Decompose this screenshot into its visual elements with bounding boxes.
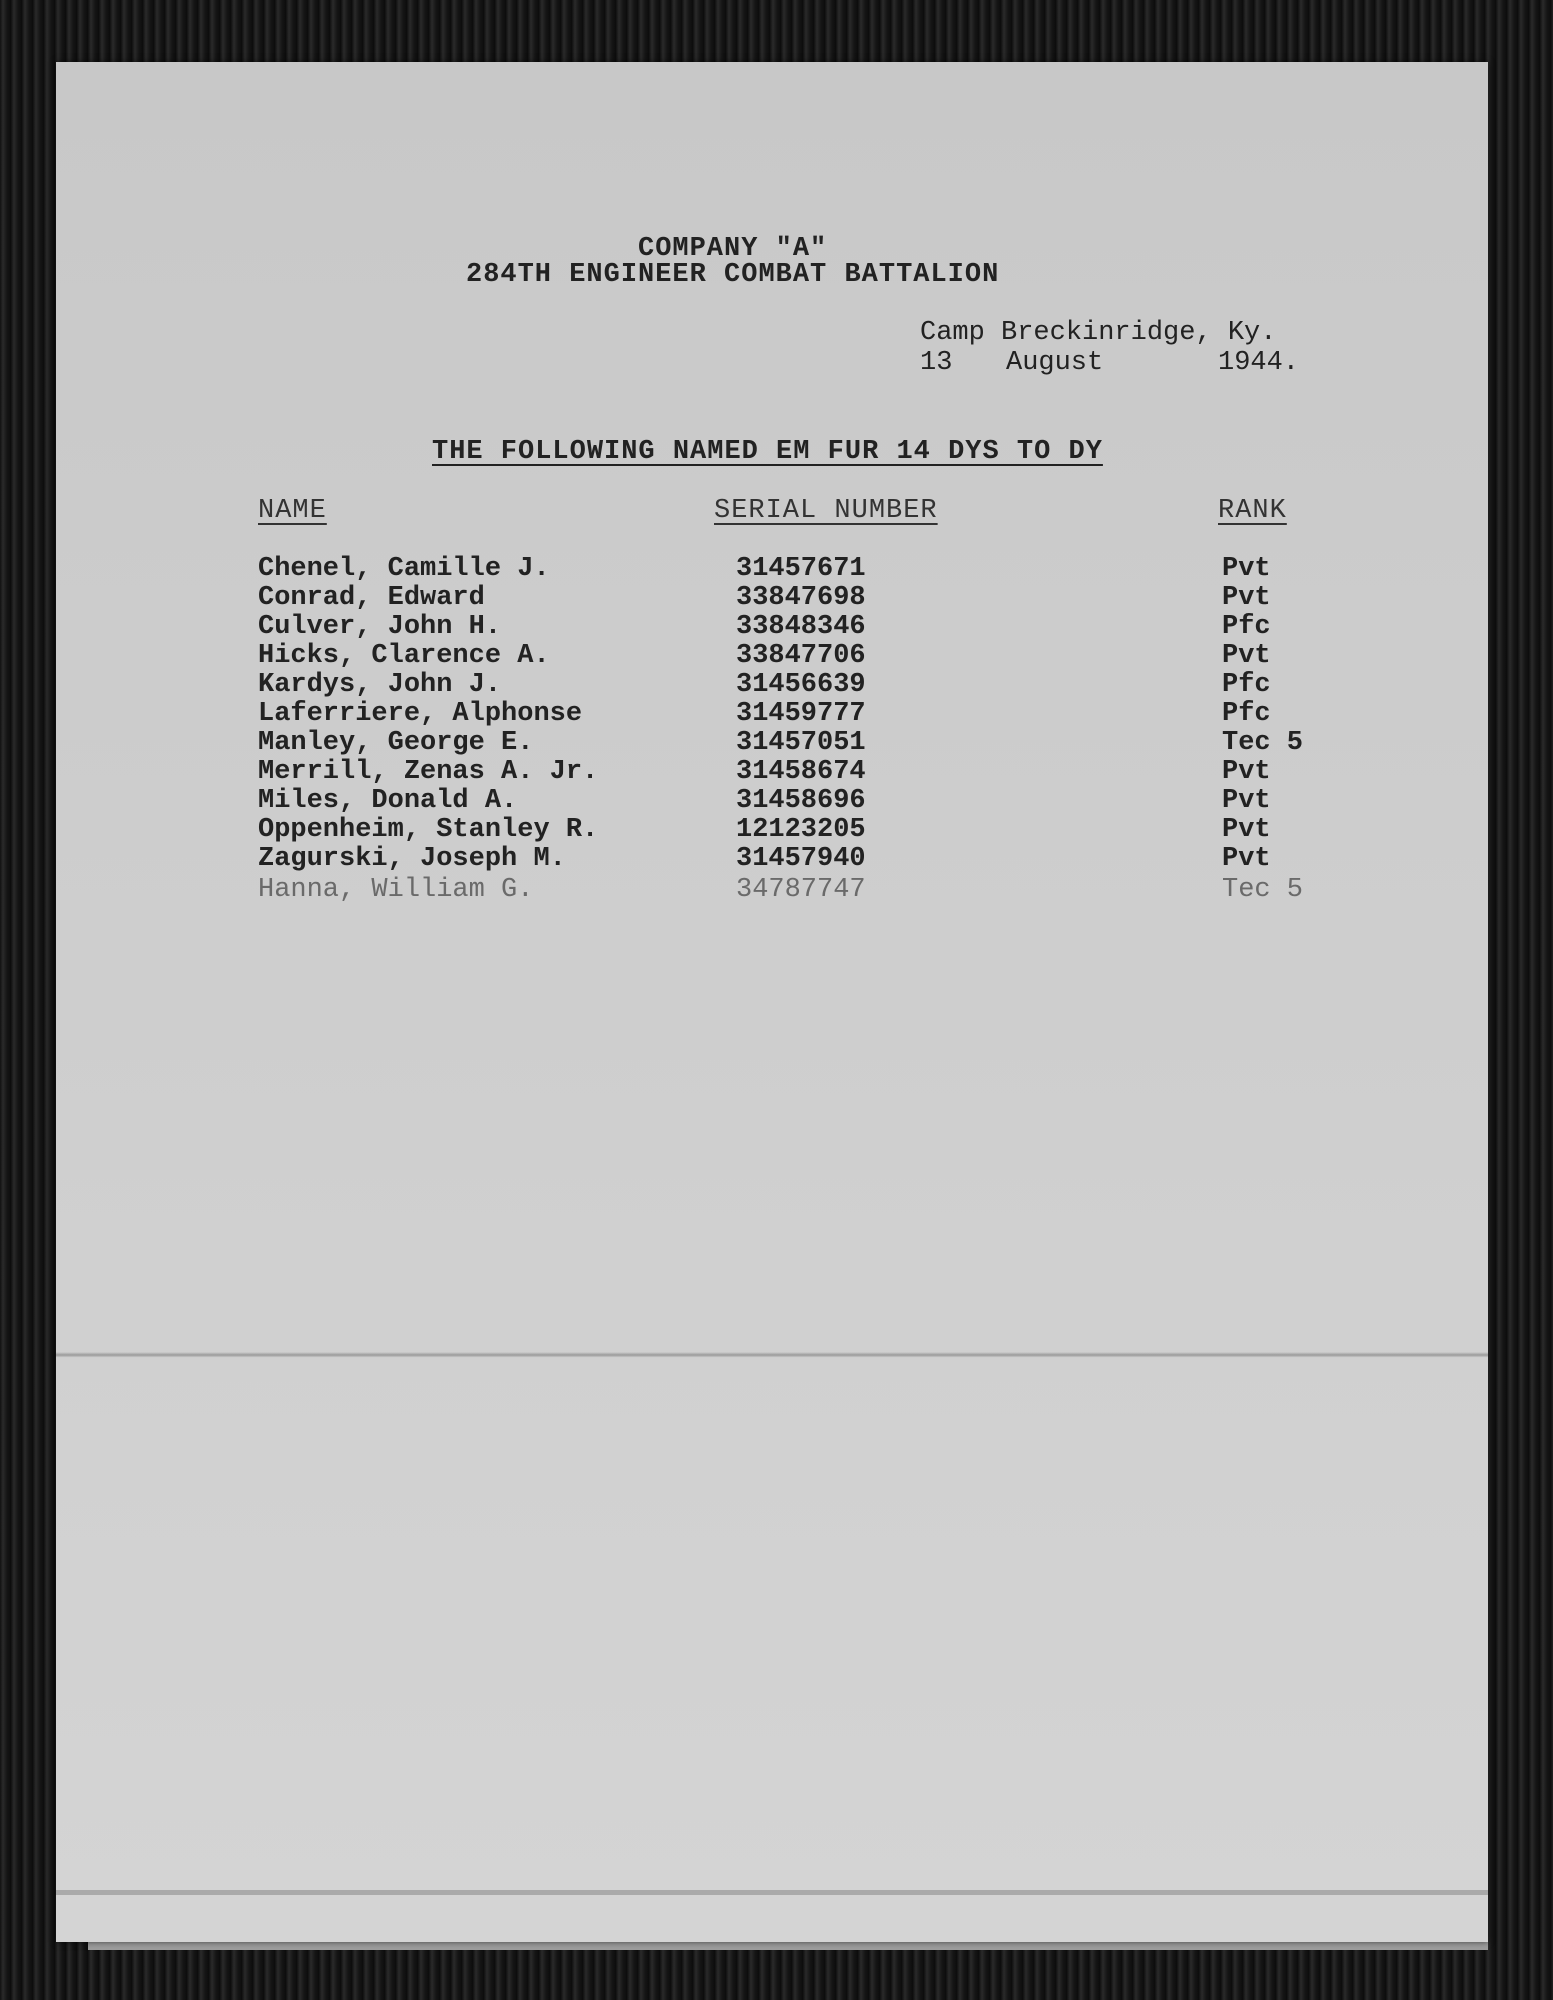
row-rank: Pvt (1222, 583, 1271, 613)
row-name: Conrad, Edward (258, 583, 485, 613)
row-name: Merrill, Zenas A. Jr. (258, 757, 599, 787)
row-rank: Tec 5 (1222, 875, 1304, 905)
row-serial: 33848346 (736, 612, 866, 642)
list-subtitle: THE FOLLOWING NAMED EM FUR 14 DYS TO DY (432, 437, 1103, 467)
row-name: Chenel, Camille J. (258, 554, 550, 584)
row-rank: Pvt (1222, 844, 1271, 874)
row-serial: 31457940 (736, 844, 866, 874)
row-rank: Tec 5 (1222, 728, 1304, 758)
column-header-name: NAME (258, 496, 327, 526)
list-item (0, 757, 1553, 786)
document-location: Camp Breckinridge, Ky. (920, 318, 1277, 348)
row-name: Laferriere, Alphonse (258, 699, 583, 729)
list-item (0, 554, 1553, 583)
list-item (0, 641, 1553, 670)
list-item (0, 875, 1553, 904)
row-rank: Pfc (1222, 670, 1271, 700)
row-serial: 34787747 (736, 875, 866, 905)
date-day: 13 (920, 348, 953, 378)
row-name: Kardys, John J. (258, 670, 502, 700)
date-year: 1944. (1218, 348, 1300, 378)
row-rank: Pvt (1222, 786, 1271, 816)
company-heading: COMPANY "A" (638, 234, 828, 264)
row-serial: 33847698 (736, 583, 866, 613)
list-item (0, 699, 1553, 728)
date-month: August (1006, 348, 1104, 378)
row-serial: 31457051 (736, 728, 866, 758)
fold-line (56, 1352, 1488, 1358)
row-serial: 31456639 (736, 670, 866, 700)
row-name: Culver, John H. (258, 612, 502, 642)
row-rank: Pfc (1222, 699, 1271, 729)
list-item (0, 844, 1553, 873)
column-header-rank: RANK (1218, 496, 1287, 526)
list-item (0, 612, 1553, 641)
row-serial: 31458696 (736, 786, 866, 816)
row-name: Miles, Donald A. (258, 786, 518, 816)
row-name: Hicks, Clarence A. (258, 641, 550, 671)
row-rank: Pvt (1222, 757, 1271, 787)
row-serial: 31458674 (736, 757, 866, 787)
row-serial: 12123205 (736, 815, 866, 845)
list-item (0, 583, 1553, 612)
row-rank: Pvt (1222, 554, 1271, 584)
row-rank: Pvt (1222, 815, 1271, 845)
row-name: Hanna, William G. (258, 875, 534, 905)
list-item (0, 728, 1553, 757)
list-item (0, 815, 1553, 844)
row-name: Zagurski, Joseph M. (258, 844, 566, 874)
list-item (0, 786, 1553, 815)
row-serial: 31457671 (736, 554, 866, 584)
row-serial: 33847706 (736, 641, 866, 671)
row-name: Oppenheim, Stanley R. (258, 815, 599, 845)
list-item (0, 670, 1553, 699)
row-rank: Pfc (1222, 612, 1271, 642)
column-header-serial: SERIAL NUMBER (714, 496, 938, 526)
fold-line-bottom (56, 1890, 1488, 1895)
row-rank: Pvt (1222, 641, 1271, 671)
battalion-heading: 284TH ENGINEER COMBAT BATTALION (466, 260, 1000, 290)
row-name: Manley, George E. (258, 728, 534, 758)
row-serial: 31459777 (736, 699, 866, 729)
